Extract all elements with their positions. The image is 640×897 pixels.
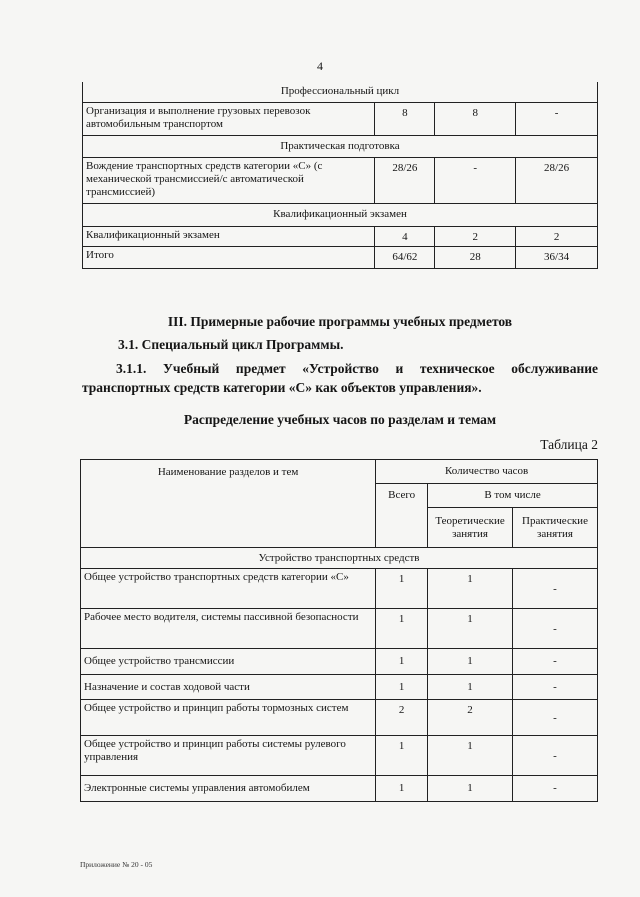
- subject-heading: 3.1.1. Учебный предмет «Устройство и техническое обслуживание транспортных средств категории «С» как объектов управления».: [82, 361, 598, 395]
- header-including: В том числе: [428, 484, 598, 508]
- cell-practice: -: [513, 700, 598, 736]
- section-row: Устройство транспортных средств: [81, 548, 598, 569]
- cell-theory: -: [435, 157, 516, 203]
- row-name: Организация и выполнение грузовых перевозок автомобильным транспортом: [83, 102, 375, 135]
- header-hours: Количество часов: [376, 460, 598, 484]
- cell-total: 1: [376, 649, 428, 675]
- header-practice: Практические занятия: [513, 508, 598, 548]
- cell-theory: 8: [435, 102, 516, 135]
- cell-practice: -: [516, 102, 598, 135]
- cell-theory: 1: [428, 569, 513, 609]
- cell-practice: -: [513, 569, 598, 609]
- cell-practice: 28/26: [516, 157, 598, 203]
- cell-practice: -: [513, 675, 598, 700]
- cell-theory: 1: [428, 736, 513, 776]
- row-name: Рабочее место водителя, системы пассивной безопасности: [81, 609, 376, 649]
- cell-practice: 36/34: [516, 246, 598, 268]
- hours-distribution-table: [80, 459, 598, 802]
- cell-theory: 2: [428, 700, 513, 736]
- cell-total: 1: [376, 736, 428, 776]
- row-name: Общее устройство и принцип работы системы рулевого управления: [81, 736, 376, 776]
- row-name: Квалификационный экзамен: [83, 226, 375, 246]
- cell-total: 2: [376, 700, 428, 736]
- cell-total: 64/62: [375, 246, 435, 268]
- cell-practice: -: [513, 609, 598, 649]
- cell-total: 8: [375, 102, 435, 135]
- row-name: Общее устройство и принцип работы тормозных систем: [81, 700, 376, 736]
- row-name: Итого: [83, 246, 375, 268]
- hours-table-continued: [82, 82, 598, 269]
- section-heading: III. Примерные рабочие программы учебных предметов: [167, 314, 513, 329]
- row-name: Электронные системы управления автомобилем: [81, 776, 376, 802]
- cell-total: 1: [376, 675, 428, 700]
- row-name: Общее устройство трансмиссии: [81, 649, 376, 675]
- cell-total: 1: [376, 609, 428, 649]
- header-name: Наименование разделов и тем: [81, 460, 376, 548]
- subsection-heading: 3.1. Специальный цикл Программы.: [118, 337, 344, 352]
- header-total: Всего: [376, 484, 428, 548]
- page-number: 4: [317, 59, 323, 73]
- row-name: Назначение и состав ходовой части: [81, 675, 376, 700]
- cell-practice: -: [513, 776, 598, 802]
- cell-theory: 1: [428, 649, 513, 675]
- table-label: Таблица 2: [540, 437, 598, 452]
- row-name: Вождение транспортных средств категории «С» (с механической трансмиссией/с автоматической трансмиссией): [83, 157, 375, 203]
- cell-practice: -: [513, 736, 598, 776]
- cell-total: 1: [376, 569, 428, 609]
- cell-total: 4: [375, 226, 435, 246]
- cell-theory: 1: [428, 609, 513, 649]
- cell-practice: -: [513, 649, 598, 675]
- cell-theory: 2: [435, 226, 516, 246]
- section-row: Профессиональный цикл: [83, 82, 598, 102]
- cell-theory: 1: [428, 776, 513, 802]
- distribution-heading: Распределение учебных часов по разделам и темам: [183, 412, 497, 427]
- row-name: Общее устройство транспортных средств категории «С»: [81, 569, 376, 609]
- cell-theory: 1: [428, 675, 513, 700]
- section-row: Квалификационный экзамен: [83, 203, 598, 226]
- cell-total: 28/26: [375, 157, 435, 203]
- header-theory: Теоретические занятия: [428, 508, 513, 548]
- section-row: Практическая подготовка: [83, 135, 598, 157]
- cell-theory: 28: [435, 246, 516, 268]
- cell-practice: 2: [516, 226, 598, 246]
- cell-total: 1: [376, 776, 428, 802]
- page-footer: Приложение № 20 - 05: [80, 860, 153, 869]
